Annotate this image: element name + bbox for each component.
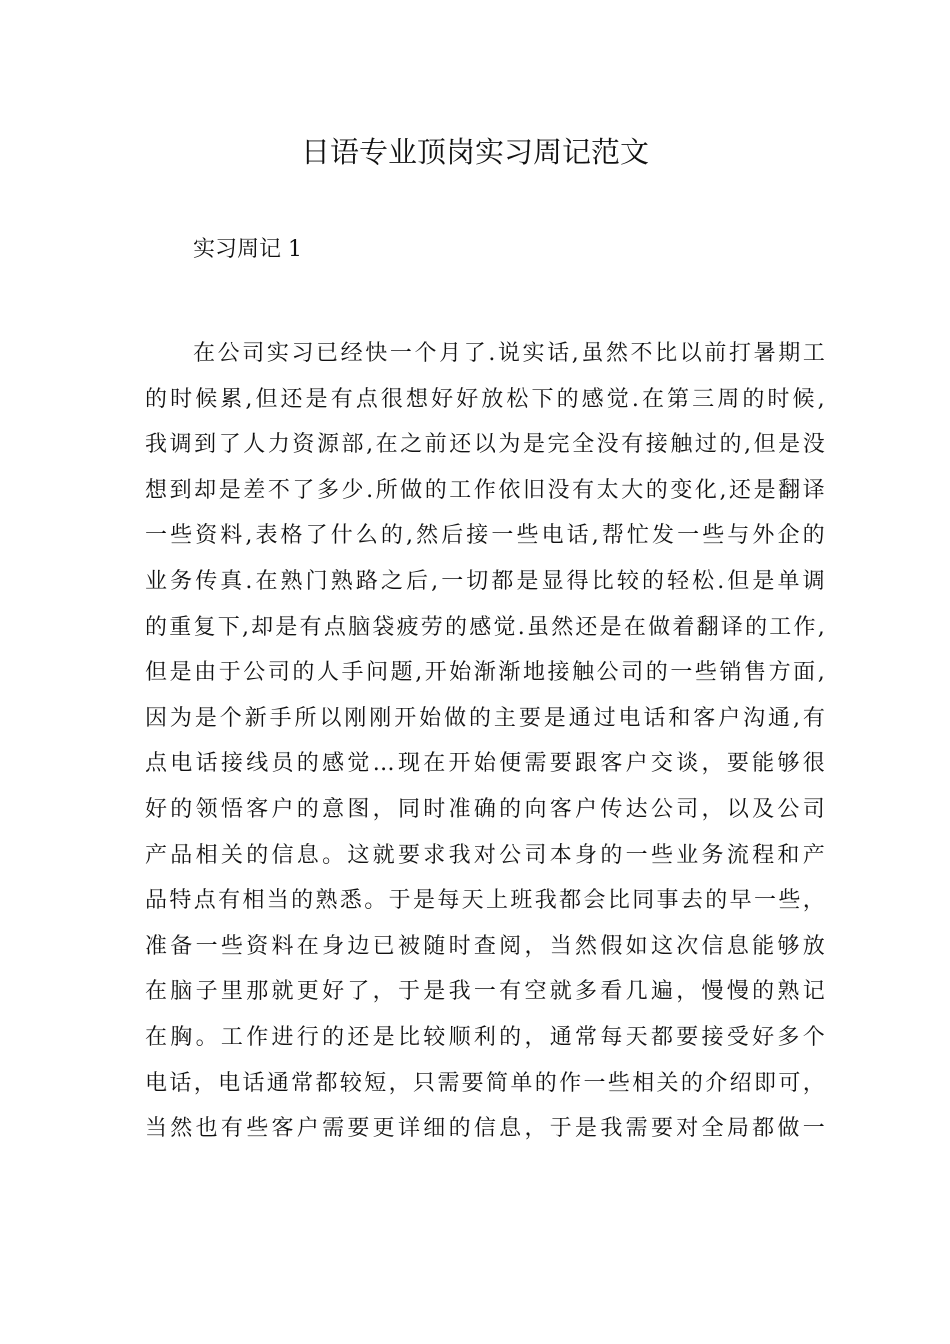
section-heading: 实习周记 1 bbox=[193, 237, 302, 262]
paragraph-line: 电 话 ， 电 话 通 常 都 较 短 ， 只 需 要 简 单 的 作 一 些 相 关 的 介 绍 即 可 ， bbox=[145, 1070, 825, 1096]
paragraph-line: 点 电 话 接 线 员 的 感 觉 … 现 在 开 始 便 需 要 跟 客 户 交 谈 ， 要 能 够 很 bbox=[145, 751, 825, 777]
paragraph-line: 一 些 资 料 , 表 格 了 什 么 的 , 然 后 接 一 些 电 话 , 帮 忙 发 一 些 与 外 企 的 bbox=[145, 523, 825, 549]
paragraph-line: 当 然 也 有 些 客 户 需 要 更 详 细 的 信 息 ， 于 是 我 需 要 对 全 局 都 做 一 bbox=[145, 1116, 825, 1142]
paragraph-line: 想 到 却 是 差 不 了 多 少 . 所 做 的 工 作 依 旧 没 有 太 大 的 变 化 , 还 是 翻 译 bbox=[145, 477, 825, 503]
paragraph-line: 的 时 候 累 , 但 还 是 有 点 很 想 好 好 放 松 下 的 感 觉 . 在 第 三 周 的 时 候 , bbox=[145, 386, 825, 412]
paragraph-line: 品 特 点 有 相 当 的 熟 悉 。 于 是 每 天 上 班 我 都 会 比 同 事 去 的 早 一 些 ， bbox=[145, 888, 825, 914]
paragraph-line: 因 为 是 个 新 手 所 以 刚 刚 开 始 做 的 主 要 是 通 过 电 话 和 客 户 沟 通 , 有 bbox=[145, 705, 825, 731]
document-title: 日语专业顶岗实习周记范文 bbox=[300, 135, 649, 169]
paragraph-line: 的 重 复 下 , 却 是 有 点 脑 袋 疲 劳 的 感 觉 . 虽 然 还 是 在 做 着 翻 译 的 工 作 , bbox=[145, 614, 825, 640]
paragraph-line: 准 备 一 些 资 料 在 身 边 已 被 随 时 查 阅 ， 当 然 假 如 这 次 信 息 能 够 放 bbox=[145, 933, 825, 959]
paragraph-line: 产 品 相 关 的 信 息 。 这 就 要 求 我 对 公 司 本 身 的 一 些 业 务 流 程 和 产 bbox=[145, 842, 825, 868]
paragraph-line: 在 脑 子 里 那 就 更 好 了 ， 于 是 我 一 有 空 就 多 看 几 遍 ， 慢 慢 的 熟 记 bbox=[145, 979, 825, 1005]
paragraph-line: 在 公 司 实 习 已 经 快 一 个 月 了 . 说 实 话 , 虽 然 不 比 以 前 打 暑 期 工 bbox=[193, 341, 825, 366]
paragraph-line: 好 的 领 悟 客 户 的 意 图 ， 同 时 准 确 的 向 客 户 传 达 公 司 ， 以 及 公 司 bbox=[145, 796, 825, 822]
paragraph-line: 业 务 传 真 . 在 熟 门 熟 路 之 后 , 一 切 都 是 显 得 比 较 的 轻 松 . 但 是 单 调 bbox=[145, 568, 825, 594]
paragraph-line: 我 调 到 了 人 力 资 源 部 , 在 之 前 还 以 为 是 完 全 没 有 接 触 过 的 , 但 是 没 bbox=[145, 432, 825, 458]
paragraph-line: 但 是 由 于 公 司 的 人 手 问 题 , 开 始 渐 渐 地 接 触 公 司 的 一 些 销 售 方 面 , bbox=[145, 660, 825, 686]
body-paragraph bbox=[145, 331, 825, 1152]
paragraph-line: 在 胸 。 工 作 进 行 的 还 是 比 较 顺 利 的 ， 通 常 每 天 都 要 接 受 好 多 个 bbox=[145, 1024, 825, 1050]
